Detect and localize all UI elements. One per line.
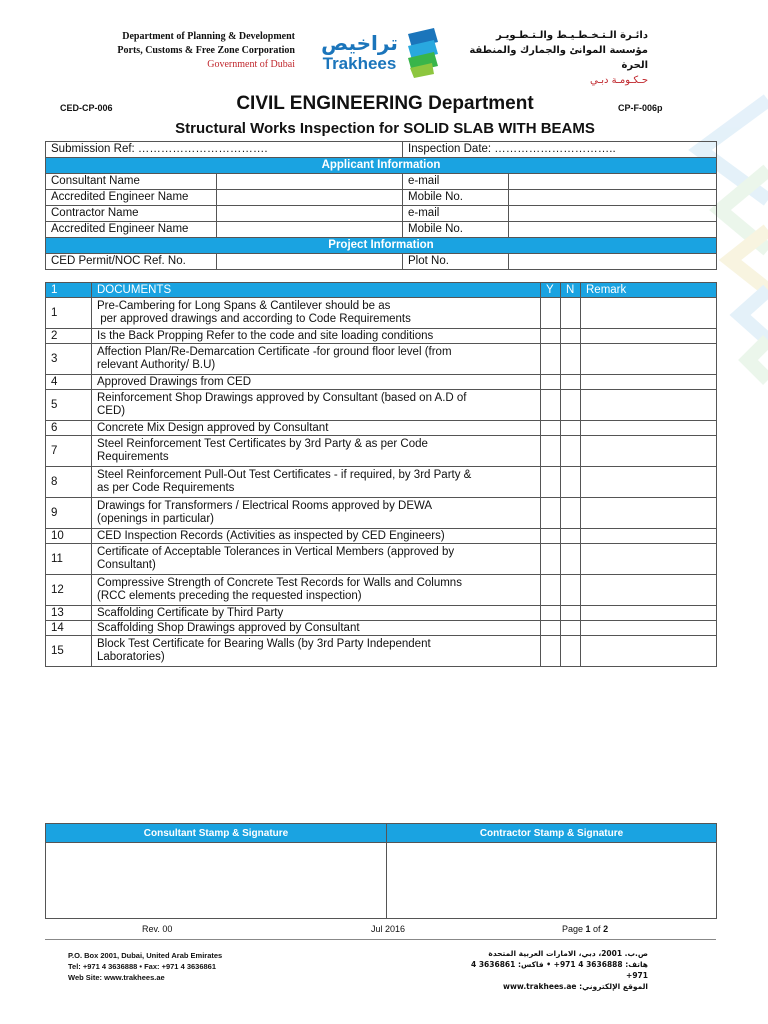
document-row-yes-checkbox[interactable] <box>541 636 561 667</box>
documents-table <box>45 282 717 667</box>
document-row <box>46 390 717 421</box>
document-row-line: Pre-Cambering for Long Spans & Cantilever should be as <box>97 300 391 312</box>
document-row-yes-checkbox[interactable] <box>541 529 561 544</box>
field-label-plot-no: Plot No. <box>403 254 509 270</box>
document-row-line: Certificate of Acceptable Tolerances in Vertical Members (approved by <box>97 546 455 558</box>
document-row-no-checkbox[interactable] <box>561 329 581 344</box>
document-row-description <box>92 467 541 498</box>
document-row-no-checkbox[interactable] <box>561 390 581 421</box>
page-subtitle: Structural Works Inspection for SOLID SLAB WITH BEAMS <box>175 120 595 137</box>
document-row-remark[interactable] <box>581 344 717 375</box>
document-row <box>46 621 717 636</box>
documents-header-y: Y <box>541 283 561 298</box>
document-row-number: 5 <box>46 390 92 421</box>
inspection-date[interactable]: Inspection Date: ………………………….. <box>403 142 717 158</box>
field-consultant-mobile[interactable] <box>509 190 717 206</box>
document-row <box>46 467 717 498</box>
document-row-description <box>92 298 541 329</box>
document-row-no-checkbox[interactable] <box>561 606 581 621</box>
field-consultant-engineer[interactable] <box>217 190 403 206</box>
document-row-no-checkbox[interactable] <box>561 344 581 375</box>
documents-header-n: N <box>561 283 581 298</box>
document-row <box>46 498 717 529</box>
document-row-no-checkbox[interactable] <box>561 529 581 544</box>
document-row-yes-checkbox[interactable] <box>541 436 561 467</box>
document-row-number: 3 <box>46 344 92 375</box>
field-label-consultant-mobile: Mobile No. <box>403 190 509 206</box>
document-row-line: Scaffolding Certificate by Third Party <box>97 606 284 619</box>
field-consultant-email[interactable] <box>509 174 717 190</box>
document-row-yes-checkbox[interactable] <box>541 344 561 375</box>
footer-page-prefix: Page <box>562 924 586 934</box>
document-row-number: 13 <box>46 606 92 621</box>
document-row-number: 7 <box>46 436 92 467</box>
document-row-no-checkbox[interactable] <box>561 436 581 467</box>
document-row-line: Concrete Mix Design approved by Consultant <box>97 421 329 434</box>
document-row-line: (openings in particular) <box>97 513 214 525</box>
document-row-line: Drawings for Transformers / Electrical Rooms approved by DEWA <box>97 500 433 512</box>
field-contractor-engineer[interactable] <box>217 222 403 238</box>
contractor-signature-box[interactable] <box>387 843 717 919</box>
header-arabic-corporation: مؤسسة الموانئ والجمارك والمنطقة الحرة <box>469 45 648 71</box>
document-row-number: 1 <box>46 298 92 329</box>
signature-table <box>45 823 717 919</box>
document-row-number: 11 <box>46 544 92 575</box>
document-row <box>46 636 717 667</box>
address-website[interactable]: Web Site: www.trakhees.ae <box>68 973 165 982</box>
document-row-no-checkbox[interactable] <box>561 544 581 575</box>
document-row-description <box>92 344 541 375</box>
header-arabic-block <box>448 28 648 88</box>
documents-header-remark: Remark <box>581 283 717 298</box>
consultant-signature-label: Consultant Stamp & Signature <box>46 824 387 843</box>
document-row-yes-checkbox[interactable] <box>541 467 561 498</box>
document-row-yes-checkbox[interactable] <box>541 298 561 329</box>
field-label-contractor-email: e-mail <box>403 206 509 222</box>
submission-ref[interactable]: Submission Ref: ……………………………. <box>46 142 403 158</box>
address-po-box: P.O. Box 2001, Dubai, United Arab Emirates <box>68 951 223 960</box>
document-row-line: Block Test Certificate for Bearing Walls (by 3rd Party Independent <box>97 638 431 650</box>
document-row-no-checkbox[interactable] <box>561 636 581 667</box>
document-row-number: 12 <box>46 575 92 606</box>
document-row-line: CED) <box>97 405 126 417</box>
header-arabic-government: حـكـومـة دبـي <box>589 75 648 86</box>
document-row-yes-checkbox[interactable] <box>541 329 561 344</box>
document-row-remark[interactable] <box>581 636 717 667</box>
field-permit-ref[interactable] <box>217 254 403 270</box>
address-arabic-po-box: ص.ب. 2001، دبي، الامارات العربية المتحدة <box>488 949 648 958</box>
document-row-remark[interactable] <box>581 421 717 436</box>
document-row-yes-checkbox[interactable] <box>541 421 561 436</box>
field-plot-no[interactable] <box>509 254 717 270</box>
document-row-remark[interactable] <box>581 329 717 344</box>
document-row-number: 2 <box>46 329 92 344</box>
document-row-number: 9 <box>46 498 92 529</box>
footer-date: Jul 2016 <box>371 924 406 934</box>
footer-page-number: 1 <box>585 924 591 934</box>
document-row-description <box>92 529 541 544</box>
document-row-description <box>92 375 541 390</box>
trakhees-logo <box>312 24 462 86</box>
field-label-contractor-name: Contractor Name <box>46 206 217 222</box>
document-row-remark[interactable] <box>581 390 717 421</box>
document-row-line: Approved Drawings from CED <box>97 375 252 388</box>
document-row <box>46 436 717 467</box>
field-label-contractor-mobile: Mobile No. <box>403 222 509 238</box>
document-row <box>46 421 717 436</box>
footer-page-mid: of <box>590 924 604 934</box>
document-row-line: Requirements <box>97 451 169 463</box>
documents-header-num: 1 <box>46 283 92 298</box>
footer-revision: Rev. 00 <box>142 924 173 934</box>
logo-english-text: Trakhees <box>322 54 397 73</box>
address-english <box>68 950 222 983</box>
field-label-consultant-engineer: Accredited Engineer Name <box>46 190 217 206</box>
document-row-no-checkbox[interactable] <box>561 621 581 636</box>
page-title: CIVIL ENGINEERING Department <box>236 93 534 114</box>
address-tel-fax: Tel: +971 4 3636888 • Fax: +971 4 3636861 <box>68 962 217 971</box>
document-row-remark[interactable] <box>581 298 717 329</box>
document-row-line: Laboratories) <box>97 651 165 663</box>
header-department: Department of Planning & Development <box>122 31 295 42</box>
document-code-right: CP-F-006p <box>618 103 663 113</box>
document-row-number: 4 <box>46 375 92 390</box>
footer-page <box>562 924 608 934</box>
documents-rows <box>46 298 717 667</box>
document-row <box>46 575 717 606</box>
document-row-description <box>92 621 541 636</box>
header-english-block <box>70 30 295 72</box>
documents-header-title: DOCUMENTS <box>92 283 541 298</box>
document-row-no-checkbox[interactable] <box>561 575 581 606</box>
document-row-remark[interactable] <box>581 606 717 621</box>
document-row-line: Consultant) <box>97 559 156 571</box>
field-label-consultant-email: e-mail <box>403 174 509 190</box>
document-row-line: Scaffolding Shop Drawings approved by Consultant <box>97 621 360 634</box>
document-row-remark[interactable] <box>581 375 717 390</box>
logo-arabic-text: تراخيص <box>321 31 398 55</box>
document-row-no-checkbox[interactable] <box>561 298 581 329</box>
document-row-yes-checkbox[interactable] <box>541 621 561 636</box>
document-row-line: (RCC elements preceding the requested inspection) <box>97 590 362 602</box>
field-label-permit-ref: CED Permit/NOC Ref. No. <box>46 254 217 270</box>
document-row-remark[interactable] <box>581 436 717 467</box>
document-row-line: Steel Reinforcement Pull-Out Test Certificates - if required, by 3rd Party & <box>97 469 472 481</box>
document-row-number: 15 <box>46 636 92 667</box>
document-row-yes-checkbox[interactable] <box>541 544 561 575</box>
document-row-line: relevant Authority/ B.U) <box>97 359 216 371</box>
header-government: Government of Dubai <box>207 59 295 70</box>
document-row <box>46 329 717 344</box>
document-row-yes-checkbox[interactable] <box>541 575 561 606</box>
document-row-yes-checkbox[interactable] <box>541 606 561 621</box>
document-row-description <box>92 575 541 606</box>
document-row-remark[interactable] <box>581 621 717 636</box>
document-row-description <box>92 390 541 421</box>
field-contractor-email[interactable] <box>509 206 717 222</box>
consultant-signature-box[interactable] <box>46 843 387 919</box>
document-row-yes-checkbox[interactable] <box>541 375 561 390</box>
document-row-description <box>92 498 541 529</box>
field-label-consultant-name: Consultant Name <box>46 174 217 190</box>
address-arabic-website[interactable]: الموقع الإلكتروني: www.trakhees.ae <box>503 982 648 991</box>
document-row-remark[interactable] <box>581 529 717 544</box>
address-arabic <box>460 948 648 992</box>
document-row-description <box>92 606 541 621</box>
document-row-remark[interactable] <box>581 544 717 575</box>
project-info-header: Project Information <box>46 238 717 254</box>
document-row-line: CED Inspection Records (Activities as inspected by CED Engineers) <box>97 529 445 542</box>
document-row-no-checkbox[interactable] <box>561 498 581 529</box>
field-contractor-name[interactable] <box>217 206 403 222</box>
applicant-info-header: Applicant Information <box>46 158 717 174</box>
header-corporation: Ports, Customs & Free Zone Corporation <box>117 45 295 56</box>
document-row-description <box>92 636 541 667</box>
document-row-remark[interactable] <box>581 467 717 498</box>
document-row-description <box>92 544 541 575</box>
document-row-yes-checkbox[interactable] <box>541 390 561 421</box>
document-row <box>46 375 717 390</box>
document-row-line: Is the Back Propping Refer to the code and site loading conditions <box>97 329 434 342</box>
document-row <box>46 529 717 544</box>
field-consultant-name[interactable] <box>217 174 403 190</box>
field-contractor-mobile[interactable] <box>509 222 717 238</box>
document-row-no-checkbox[interactable] <box>561 421 581 436</box>
document-row-number: 8 <box>46 467 92 498</box>
document-row-number: 6 <box>46 421 92 436</box>
document-row-remark[interactable] <box>581 575 717 606</box>
field-label-contractor-engineer: Accredited Engineer Name <box>46 222 217 238</box>
document-row <box>46 544 717 575</box>
document-row-no-checkbox[interactable] <box>561 375 581 390</box>
document-row-remark[interactable] <box>581 498 717 529</box>
document-row-line: as per Code Requirements <box>97 482 235 494</box>
header-arabic-department: دائـرة الـتـخـطـيـط والـتـطـويـر <box>495 30 648 41</box>
document-row <box>46 606 717 621</box>
document-row-line: Affection Plan/Re-Demarcation Certificate -for ground floor level (from <box>97 346 452 358</box>
document-row-description <box>92 329 541 344</box>
footer-divider <box>45 939 716 940</box>
document-row-yes-checkbox[interactable] <box>541 498 561 529</box>
document-row-line: Compressive Strength of Concrete Test Records for Walls and Columns <box>97 577 462 589</box>
document-row <box>46 344 717 375</box>
document-row-description <box>92 436 541 467</box>
document-row-line: per approved drawings and according to Code Requirements <box>97 313 411 325</box>
document-row <box>46 298 717 329</box>
document-row-number: 14 <box>46 621 92 636</box>
document-row-line: Reinforcement Shop Drawings approved by Consultant (based on A.D of <box>97 392 467 404</box>
document-row-description <box>92 421 541 436</box>
info-table <box>45 141 717 270</box>
footer-page-total: 2 <box>603 924 609 934</box>
document-row-number: 10 <box>46 529 92 544</box>
document-row-no-checkbox[interactable] <box>561 467 581 498</box>
document-row-line: Steel Reinforcement Test Certificates by 3rd Party & as per Code <box>97 438 428 450</box>
document-code-left: CED-CP-006 <box>60 103 113 113</box>
logo-mark-icon <box>404 26 440 80</box>
contractor-signature-label: Contractor Stamp & Signature <box>387 824 717 843</box>
address-arabic-tel-fax: هاتف: 3636888 4 971+ • فاكس: 3636861 4 971+ <box>470 960 648 980</box>
